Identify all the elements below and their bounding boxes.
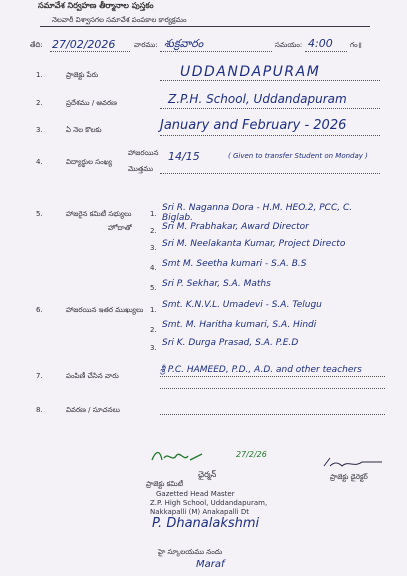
- chairman-note: ప్రాజెక్టు కమిటీ: [146, 480, 184, 488]
- month-value: January and February - 2026: [160, 118, 347, 133]
- others-num-2: 2.: [150, 326, 157, 334]
- students-count: 14/15: [168, 150, 200, 163]
- committee-num-1: 1.: [150, 210, 157, 218]
- venue-value: Z.P.H. School, Uddandapuram: [168, 92, 347, 106]
- other-member-1: Smt. K.N.V.L. Umadevi - S.A. Telugu: [162, 300, 322, 310]
- row-8-label: వివరణ / సూచనలు: [66, 406, 120, 414]
- signature-maraf: Maraf: [196, 559, 225, 570]
- director-title: ప్రాజెక్టు డైరెక్టర్: [330, 473, 368, 481]
- committee-member-1: Sri R. Naganna Dora - H.M. HEO.2, PCC, C. Biglab.: [162, 203, 353, 223]
- row-4-sub-attended: హాజరయిన: [128, 149, 159, 157]
- other-member-2: Smt. M. Haritha kumari, S.A. Hindi: [162, 320, 317, 330]
- time-label: సమయం:: [275, 41, 303, 49]
- stamp-line-1: Gazetted Head Master: [156, 490, 235, 498]
- others-num-3: 3.: [150, 344, 157, 352]
- project-name: UDDANDAPURAM: [180, 64, 321, 80]
- row-3-label: ఏ నెల కొలకు: [66, 126, 102, 134]
- signature-dhanalakshmi: P. Dhanalakshmi: [152, 516, 260, 531]
- row-2-num: 2.: [36, 99, 43, 107]
- distributed-by: శ్రీ P.C. HAMEED, P.D., A.D. and other teachers: [160, 365, 362, 375]
- committee-member-5: Sri P. Sekhar, S.A. Maths: [162, 279, 271, 289]
- committee-num-2: 2.: [150, 227, 157, 235]
- date-value: 27/02/2026: [52, 38, 116, 51]
- director-signature-icon: [322, 456, 392, 470]
- ward-label: హై స్కూలయము నందు: [158, 548, 223, 556]
- date-prefix: తేది:: [30, 41, 43, 49]
- row-6-label: హాజరయిన ఇతర ముఖ్యులు: [66, 306, 144, 314]
- row-4-label: విద్యార్థుల సంఖ్య: [66, 158, 113, 166]
- row-5-num: 5.: [36, 210, 43, 218]
- committee-member-3: Sri M. Neelakanta Kumar, Project Directo: [162, 239, 346, 249]
- row-8-num: 8.: [36, 406, 43, 414]
- page-title: సమావేశ నిర్వహణ తీర్మానాల పుస్తకం: [38, 1, 154, 10]
- row-7-num: 7.: [36, 372, 43, 380]
- subtitle-underline: [40, 26, 370, 27]
- page-subtitle: నెలవారీ విశ్వాసగల సమావేశ పంపకాల కార్యక్రమం: [52, 16, 187, 24]
- committee-num-4: 4.: [150, 264, 157, 272]
- page-header: [0, 0, 407, 14]
- time-value: 4:00: [308, 37, 333, 50]
- chairman-signature-icon: [150, 448, 230, 466]
- row-5-sub: హోదాతో: [108, 224, 132, 232]
- row-2-label: ప్రదేశము / ఆవరణ: [66, 99, 117, 107]
- row-6-num: 6.: [36, 306, 43, 314]
- committee-member-2: Sri M. Prabhakar, Award Director: [162, 222, 309, 232]
- committee-member-4: Smt M. Seetha kumari - S.A. B.S: [162, 259, 307, 269]
- day-label: వారము:: [134, 41, 158, 49]
- row-1-label: ప్రాజెక్టు పేరు: [66, 71, 99, 79]
- row-5-label: హాజరైన కమిటీ సభ్యులు: [66, 210, 132, 218]
- day-value: శుక్రవారం: [164, 37, 204, 50]
- time-unit: గం॥: [350, 41, 362, 49]
- row-4-sub-total: మొత్తము: [128, 165, 154, 173]
- other-member-3: Sri K. Durga Prasad, S.A. P.E.D: [162, 338, 299, 348]
- row-7-label: పంపిణీ చేసిన వారు: [66, 372, 119, 380]
- students-note: ( Given to transfer Student on Monday ): [228, 152, 368, 160]
- committee-num-5: 5.: [150, 284, 157, 292]
- committee-num-3: 3.: [150, 244, 157, 252]
- row-1-num: 1.: [36, 71, 43, 79]
- row-4-num: 4.: [36, 158, 43, 166]
- row-3-num: 3.: [36, 126, 43, 134]
- stamp-line-2: Z.P. High School, Uddandapuram,: [150, 499, 268, 507]
- chairman-title: ఛైర్మన్: [198, 470, 217, 479]
- others-num-1: 1.: [150, 306, 157, 314]
- stamp-line-3: Nakkapalli (M) Anakapalli Dt: [150, 508, 249, 516]
- sign1-date: 27/2/26: [236, 450, 267, 459]
